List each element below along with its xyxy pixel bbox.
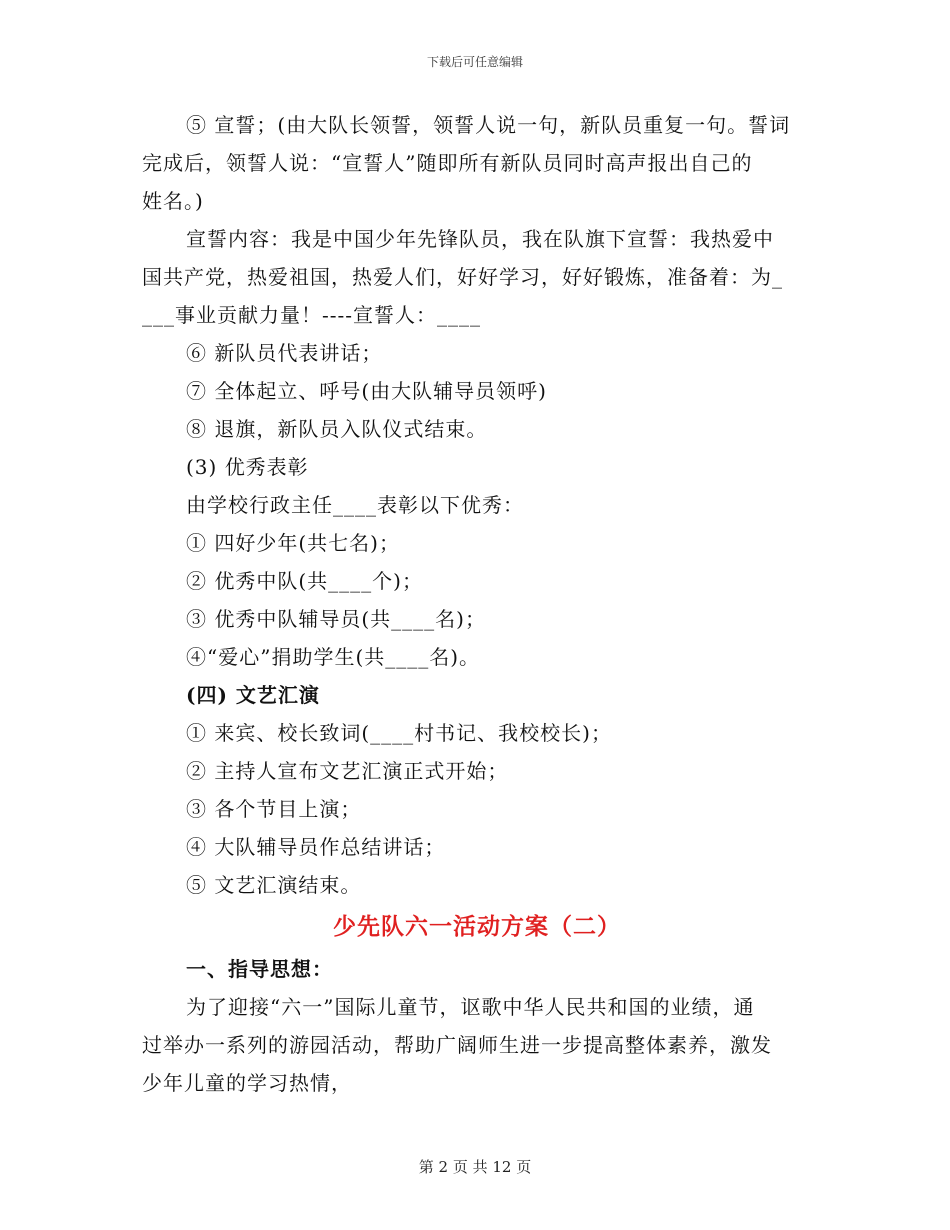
text-line: 姓名。) (142, 189, 204, 213)
text-line: ⑤ 文艺汇演结束。 (186, 873, 362, 897)
text-line: 由学校行政主任____表彰以下优秀： (186, 493, 524, 517)
text-line: ② 主持人宣布文艺汇演正式开始； (186, 759, 509, 783)
paragraph-block-1 (142, 106, 812, 904)
paragraph-block-2 (142, 950, 812, 1102)
document-body (142, 106, 812, 1102)
text-line: 完成后，领誓人说：“宣誓人”随即所有新队员同时高声报出自己的 (142, 151, 753, 175)
text-line: ④“爱心”捐助学生(共____名)。 (186, 645, 481, 669)
text-line: (四) 文艺汇演 (186, 683, 320, 707)
text-line: ③ 优秀中队辅导员(共____名)； (186, 607, 486, 631)
text-line: ⑤ 宣誓；(由大队长领誓，领誓人说一句，新队员重复一句。誓词 (186, 113, 791, 137)
text-line: 少年儿童的学习热情， (142, 1071, 352, 1095)
text-line: ④ 大队辅导员作总结讲话； (186, 835, 446, 859)
text-line: ___事业贡献力量！----宣誓人：____ (142, 303, 482, 327)
text-line: ⑦ 全体起立、呼号(由大队辅导员领呼) (186, 379, 547, 403)
page-footer: 第 2 页 共 12 页 (418, 1158, 532, 1176)
text-line: ⑧ 退旗，新队员入队仪式结束。 (186, 417, 488, 441)
text-line: ⑥ 新队员代表讲话； (186, 341, 383, 365)
text-line: 一、指导思想： (186, 957, 333, 981)
text-line: (3) 优秀表彰 (186, 455, 309, 479)
page-header-note: 下载后可任意编辑 (426, 55, 523, 69)
section-title: 少先队六一活动方案（二） (333, 913, 621, 940)
text-line: ② 优秀中队(共____个)； (186, 569, 423, 593)
text-line: 过举办一系列的游园活动，帮助广阔师生进一步提高整体素养，激发 (142, 1033, 772, 1057)
text-line: 国共产党，热爱祖国，热爱人们，好好学习，好好锻炼，准备着：为_ (142, 265, 783, 289)
text-line: ① 四好少年(共七名)； (186, 531, 400, 555)
text-line: ① 来宾、校长致词(____村书记、我校校长)； (186, 721, 612, 745)
text-line: ③ 各个节目上演； (186, 797, 362, 821)
text-line: 为了迎接“六一”国际儿童节，讴歌中华人民共和国的业绩，通 (186, 995, 755, 1019)
text-line: 宣誓内容：我是中国少年先锋队员，我在队旗下宣誓：我热爱中 (186, 227, 774, 251)
